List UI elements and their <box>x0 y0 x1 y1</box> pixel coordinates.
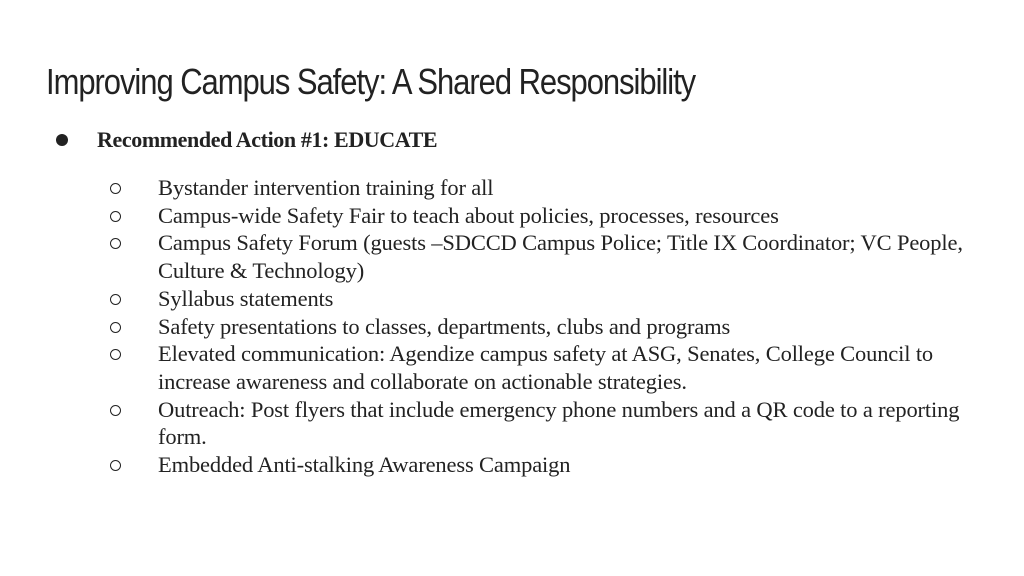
bullet-dot-icon <box>56 134 68 146</box>
list-item-text: Syllabus statements <box>158 285 334 311</box>
slide-title: Improving Campus Safety: A Shared Responsibility <box>46 61 696 102</box>
list-item-text: Embedded Anti-stalking Awareness Campaign <box>158 452 571 478</box>
hollow-circle-bullet-icon <box>110 322 121 333</box>
hollow-circle-bullet-icon <box>110 211 121 222</box>
hollow-circle-bullet-icon <box>110 460 121 471</box>
list-item <box>0 202 1024 230</box>
list-item-text: Campus Safety Forum (guests –SDCCD Campus Police; Title IX Coordinator; VC People, Culture & Technology) <box>158 230 963 284</box>
list-item-text: Elevated communication: Agendize campus safety at ASG, Senates, College Council to increase awareness and collaborate on actionable strategies. <box>158 341 934 394</box>
list-item-text: Safety presentations to classes, departments, clubs and programs <box>158 313 731 339</box>
list-item <box>0 340 1024 395</box>
list-item-text: Bystander intervention training for all <box>158 175 494 200</box>
list-item <box>0 396 1024 451</box>
sub-bullet-list <box>0 174 1024 479</box>
hollow-circle-bullet-icon <box>110 238 121 249</box>
list-item-text: Campus-wide Safety Fair to teach about policies, processes, resources <box>158 202 779 228</box>
hollow-circle-bullet-icon <box>110 349 121 360</box>
hollow-circle-bullet-icon <box>110 405 121 416</box>
main-bullet-label: Recommended Action #1: EDUCATE <box>97 127 438 152</box>
main-bullet <box>52 124 1012 156</box>
list-item <box>0 174 1024 202</box>
list-item <box>0 451 1024 479</box>
hollow-circle-bullet-icon <box>110 294 121 305</box>
list-item <box>0 313 1024 341</box>
list-item <box>0 229 1024 284</box>
hollow-circle-bullet-icon <box>110 183 121 194</box>
list-item <box>0 285 1024 313</box>
list-item-text: Outreach: Post flyers that include emergency phone numbers and a QR code to a reporting form. <box>158 396 960 450</box>
